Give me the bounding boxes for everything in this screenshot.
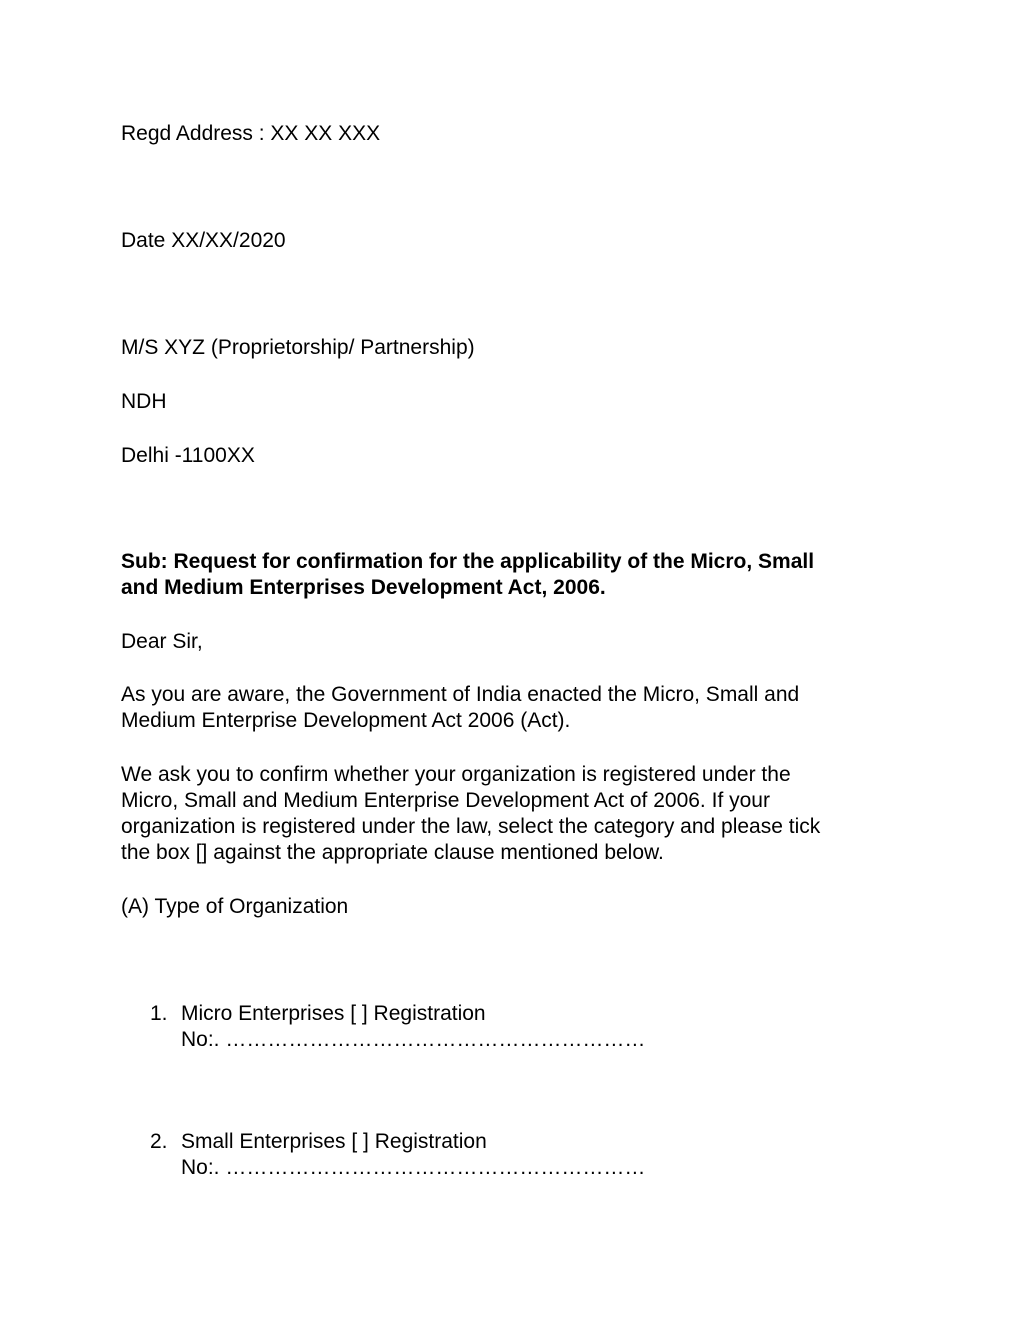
recipient-city: Delhi -1100XX	[121, 444, 255, 467]
subject-line	[121, 549, 901, 601]
paragraph-intro-line-2: Medium Enterprise Development Act 2006 (Act).	[121, 709, 571, 732]
paragraph-request	[121, 762, 901, 866]
salutation: Dear Sir,	[121, 630, 203, 653]
option-number: 2.	[150, 1130, 168, 1153]
paragraph-request-line-3: organization is registered under the law, select the category and please tick	[121, 815, 821, 838]
paragraph-intro	[121, 682, 901, 734]
option-number: 1.	[150, 1002, 168, 1025]
registered-address: Regd Address : XX XX XXX	[121, 122, 381, 145]
recipient-name: M/S XYZ (Proprietorship/ Partnership)	[121, 336, 475, 359]
subject-line-2: and Medium Enterprises Development Act, 2006.	[121, 576, 606, 599]
paragraph-intro-line-1: As you are aware, the Government of India enacted the Micro, Small and	[121, 683, 800, 706]
paragraph-request-line-1: We ask you to confirm whether your organization is registered under the	[121, 763, 791, 786]
option-text	[181, 1001, 645, 1053]
letter-date: Date XX/XX/2020	[121, 229, 286, 252]
subject-line-1: Sub: Request for confirmation for the applicability of the Micro, Small	[121, 550, 815, 573]
option-label: Small Enterprises [ ] Registration	[181, 1130, 487, 1153]
section-heading: (A) Type of Organization	[121, 895, 349, 918]
paragraph-request-line-4: the box [] against the appropriate clause mentioned below.	[121, 841, 664, 864]
option-text	[181, 1129, 645, 1181]
option-label: Micro Enterprises [ ] Registration	[181, 1002, 486, 1025]
option-registration-no: No:. ……………………………………………………	[181, 1028, 646, 1051]
recipient-address-line: NDH	[121, 390, 167, 413]
paragraph-request-line-2: Micro, Small and Medium Enterprise Development Act of 2006. If your	[121, 789, 770, 812]
option-registration-no: No:. ……………………………………………………	[181, 1156, 646, 1179]
